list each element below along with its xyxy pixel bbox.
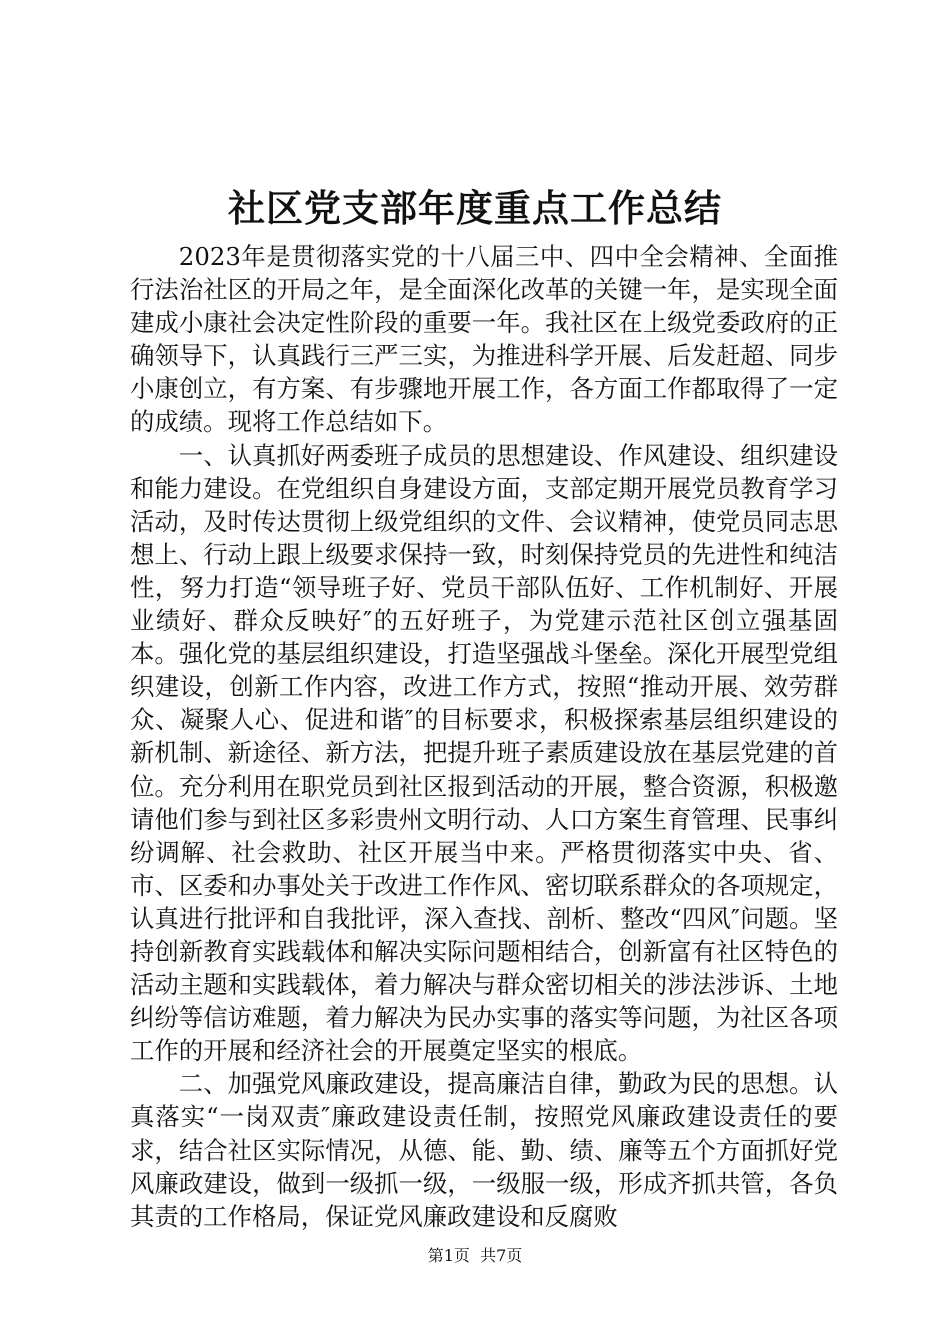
paragraph-section-2: 二、加强党风廉政建设，提高廉洁自律，勤政为民的思想。认真落实“一岗双责″廉政建设责任制，按照党风廉政建设责任的要求，结合社区实际情况，从德、能、勤、绩、廉等五个方面抓好党风廉政建设，做到一级抓一级，一级服一级，形成齐抓共管，各负其责的工作格局，保证党风廉政建设和反腐败: [130, 1069, 838, 1231]
paragraph-section-1: 一、认真抓好两委班子成员的思想建设、作风建设、组织建设和能力建设。在党组织自身建设方面，支部定期开展党员教育学习活动，及时传达贯彻上级党组织的文件、会议精神，使党员同志思想上、行动上跟上级要求保持一致，时刻保持党员的先进性和纯洁性，努力打造“领导班子好、党员干部队伍好、工作机制好、开展业绩好、群众反映好″的五好班子，为党建示范社区创立强基固本。强化党的基层组织建设，打造坚强战斗堡垒。深化开展型党组织建设，创新工作内容，改进工作方式，按照“推动开展、效劳群众、凝聚人心、促进和谐″的目标要求，积极探索基层组织建设的新机制、新途径、新方法，把提升班子素质建设放在基层党建的首位。充分利用在职党员到社区报到活动的开展，整合资源，积极邀请他们参与到社区多彩贵州文明行动、人口方案生育管理、民事纠纷调解、社会救助、社区开展当中来。严格贯彻落实中央、省、市、区委和办事处关于改进工作作风、密切联系群众的各项规定，认真进行批评和自我批评，深入查找、剖析、整改“四风″问题。坚持创新教育实践载体和解决实际问题相结合，创新富有社区特色的活动主题和实践载体，着力解决与群众密切相关的涉法涉诉、土地纠纷等信访难题，着力解决为民办实事的落实等问题，为社区各项工作的开展和经济社会的开展奠定坚实的根底。: [130, 440, 838, 1066]
page-footer: [0, 1246, 950, 1266]
document-title: 社区党支部年度重点工作总结: [228, 187, 722, 230]
document-body: [130, 240, 838, 1233]
page-number: 第1页 共7页: [427, 1246, 523, 1265]
paragraph-intro: 2023年是贯彻落实党的十八届三中、四中全会精神、全面推行法治社区的开局之年，是全面深化改革的关键一年，是实现全面建成小康社会决定性阶段的重要一年。我社区在上级党委政府的正确领导下，认真践行三严三实，为推进科学开展、后发赶超、同步小康创立，有方案、有步骤地开展工作，各方面工作都取得了一定的成绩。现将工作总结如下。: [130, 242, 838, 437]
